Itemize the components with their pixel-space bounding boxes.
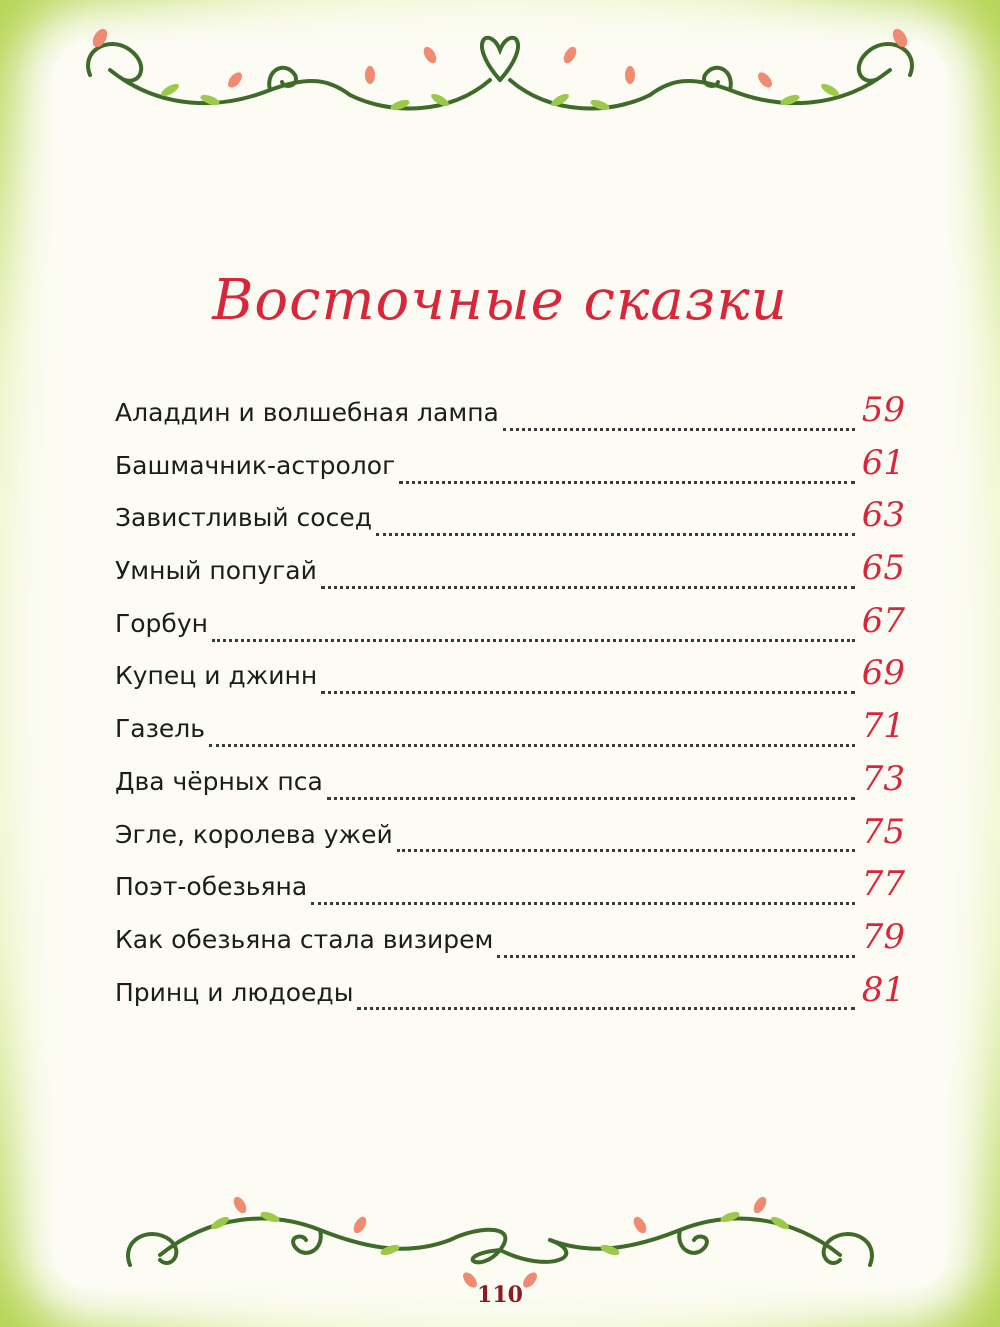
toc-entry-page: 77 (861, 864, 905, 905)
toc-entry-title: Умный попугай (115, 556, 317, 586)
toc-entry[interactable] (115, 706, 905, 759)
toc-entry-title: Как обезьяна стала визирем (115, 924, 494, 954)
toc-entry[interactable] (115, 443, 905, 496)
toc-entry-page: 73 (861, 758, 905, 799)
toc-entry[interactable] (115, 548, 905, 601)
dot-leader (357, 1005, 855, 1010)
dot-leader (209, 742, 855, 747)
toc-entry[interactable] (115, 495, 905, 548)
dot-leader (321, 584, 855, 589)
toc-entry-page: 65 (861, 548, 905, 589)
toc-entry[interactable] (115, 812, 905, 865)
dot-leader (399, 479, 855, 484)
dot-leader (311, 900, 855, 905)
toc-entry-page: 61 (861, 442, 905, 483)
toc-entry[interactable] (115, 601, 905, 654)
top-vine-ornament (70, 20, 930, 130)
dot-leader (321, 689, 855, 694)
toc-entry-title: Башмачник-астролог (115, 450, 396, 480)
toc-entry[interactable] (115, 917, 905, 970)
toc-entry-page: 63 (861, 495, 905, 536)
toc-entry[interactable] (115, 759, 905, 812)
toc-entry-title: Аладдин и волшебная лампа (115, 398, 499, 427)
toc-entry[interactable] (115, 390, 905, 443)
dot-leader (212, 637, 855, 642)
dot-leader (376, 531, 855, 536)
page-number: 110 (477, 1282, 523, 1308)
toc-entry-title: Эгле, королева ужей (115, 819, 393, 849)
toc-entry-page: 59 (861, 390, 905, 430)
toc-entry-page: 75 (861, 811, 905, 852)
toc-entry-title: Газель (115, 714, 205, 744)
toc-entry-title: Завистливый сосед (115, 503, 372, 533)
toc-entry-page: 67 (861, 600, 905, 641)
toc-entry-page: 79 (861, 916, 905, 957)
dot-leader (503, 426, 855, 431)
table-of-contents (115, 390, 905, 1022)
toc-entry-title: Принц и людоеды (115, 977, 354, 1007)
toc-entry-title: Поэт-обезьяна (115, 872, 308, 902)
toc-entry[interactable] (115, 970, 905, 1023)
dot-leader (327, 795, 855, 800)
toc-entry-page: 69 (861, 653, 905, 694)
toc-entry-title: Два чёрных пса (115, 766, 323, 796)
toc-entry-page: 81 (861, 969, 905, 1010)
dot-leader (497, 953, 855, 958)
toc-entry[interactable] (115, 653, 905, 706)
section-title: Восточные сказки (212, 268, 788, 333)
toc-entry-title: Горбун (115, 608, 208, 638)
toc-entry-page: 71 (861, 706, 905, 747)
dot-leader (397, 847, 855, 852)
toc-entry[interactable] (115, 864, 905, 917)
toc-entry-title: Купец и джинн (115, 661, 318, 691)
